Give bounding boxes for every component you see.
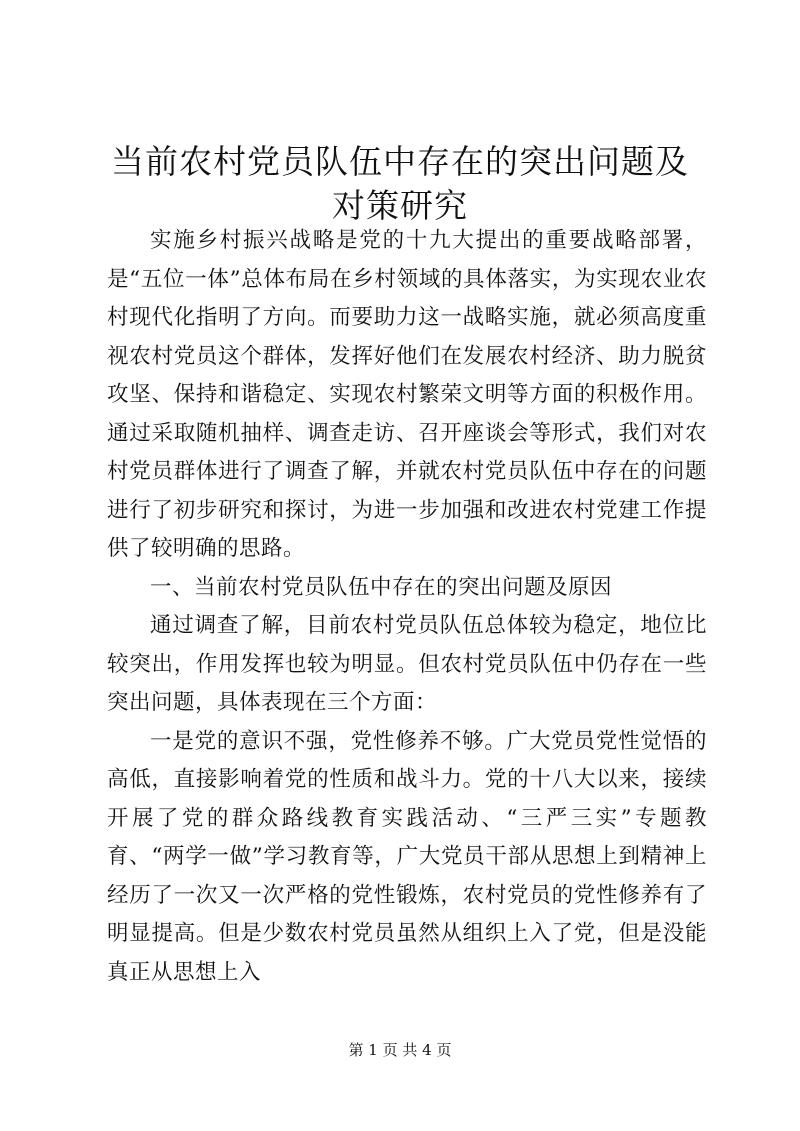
document-title: 当前农村党员队伍中存在的突出问题及对策研究 — [111, 142, 689, 225]
paragraph-overview: 通过调查了解，目前农村党员队伍总体较为稳定，地位比较突出，作用发挥也较为明显。但农村党员队伍中仍存在一些突出问题，具体表现在三个方面： — [107, 613, 707, 715]
paragraph-intro: 实施乡村振兴战略是党的十九大提出的重要战略部署，是“五位一体”总体布局在乡村领域的具体落实，为实现农业农村现代化指明了方向。而要助力这一战略实施，就必须高度重视农村党员这个群体，发挥好他们在发展农村经济、助力脱贫攻坚、保持和谐稳定、实现农村繁荣文明等方面的积极作用。通过采取随机抽样、调查走访、召开座谈会等形式，我们对农村党员群体进行了调查了解，并就农村党员队伍中存在的问题进行了初步研究和探讨，为进一步加强和改进农村党建工作提供了较明确的思路。 — [107, 228, 707, 561]
paragraph-point-one: 一是党的意识不强，党性修养不够。广大党员党性觉悟的高低，直接影响着党的性质和战斗力。党的十八大以来，接续开展了党的群众路线教育实践活动、“三严三实”专题教育、“两学一做”学习教育等，广大党员干部从思想上到精神上经历了一次又一次严格的党性锻炼，农村党员的党性修养有了明显提高。但是少数农村党员虽然从组织上入了党，但是没能真正从思想上入 — [107, 728, 707, 985]
page-number-footer: 第 1 页 共 4 页 — [348, 1041, 452, 1059]
section-heading: 一、当前农村党员队伍中存在的突出问题及原因 — [150, 574, 613, 600]
document-body — [107, 222, 707, 992]
